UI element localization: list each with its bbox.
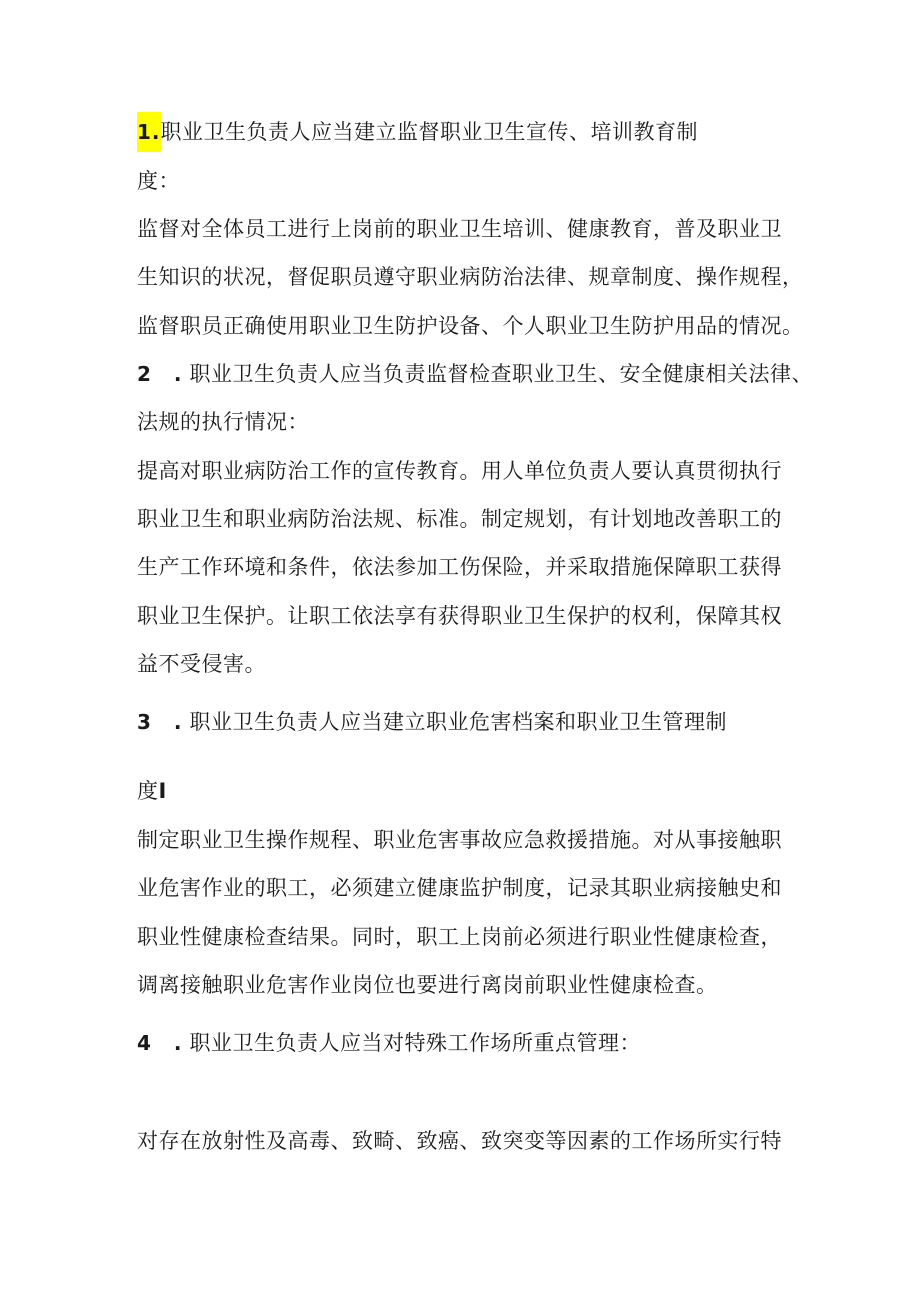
section-3-body-line: 制定职业卫生操作规程、职业危害事故应急救援措施。对从事接触职: [137, 828, 782, 852]
section-1-number: 1.: [137, 112, 161, 152]
section-2-heading-cont: 法规的执行情况：: [137, 410, 309, 434]
section-2-heading: [137, 359, 813, 389]
section-3-heading-cont-suffix: I: [158, 779, 167, 803]
section-3-body-line: 调离接触职业危害作业岗位也要进行离岗前职业性健康检查。: [137, 973, 718, 997]
section-1-heading-cont: 度：: [137, 169, 180, 193]
section-3-body-line: 业危害作业的职工，必须建立健康监护制度，记录其职业病接触史和: [137, 876, 782, 900]
section-2-body-line: 提高对职业病防治工作的宣传教育。用人单位负责人要认真贯彻执行: [137, 459, 782, 483]
section-4-heading-text: 职业卫生负责人应当对特殊工作场所重点管理：: [189, 1031, 641, 1055]
section-2-body-line: 益不受侵害。: [137, 652, 266, 676]
section-4-body-line: 对存在放射性及高毒、致畸、致癌、致突变等因素的工作场所实行特: [137, 1129, 782, 1153]
section-3-body-line: 职业性健康检查结果。同时，职工上岗前必须进行职业性健康检查，: [137, 925, 782, 949]
section-2-heading-text: 职业卫生负责人应当负责监督检查职业卫生、安全健康相关法律、: [189, 362, 813, 386]
section-3-heading: [137, 707, 727, 737]
section-2-body-line: 生产工作环境和条件，依法参加工伤保险，并采取措施保障职工获得: [137, 555, 782, 579]
section-3-heading-text: 职业卫生负责人应当建立职业危害档案和职业卫生管理制: [189, 710, 727, 734]
section-1-heading-text: 职业卫生负责人应当建立监督职业卫生宣传、培训教育制: [160, 120, 699, 144]
section-3-heading-cont-text: 度: [137, 779, 159, 803]
section-1-body-line: 监督对全体员工进行上岗前的职业卫生培训、健康教育，普及职业卫: [137, 217, 782, 241]
section-4-number: 4 .: [137, 1031, 190, 1055]
section-3-number: 3 .: [137, 710, 190, 734]
section-2-number: 2 .: [137, 362, 190, 386]
section-1-body-line: 监督职员正确使用职业卫生防护设备、个人职业卫生防护用品的情况。: [137, 314, 804, 338]
section-2-body-line: 职业卫生和职业病防治法规、标准。制定规划，有计划地改善职工的: [137, 507, 782, 531]
section-1-body-line: 生知识的状况，督促职员遵守职业病防治法律、规章制度、操作规程，: [137, 265, 804, 289]
section-2-body-line: 职业卫生保护。让职工依法享有获得职业卫生保护的权利，保障其权: [137, 604, 782, 628]
section-1-heading: [137, 117, 698, 147]
section-3-heading-cont: [137, 776, 167, 806]
section-4-heading: [137, 1028, 641, 1058]
